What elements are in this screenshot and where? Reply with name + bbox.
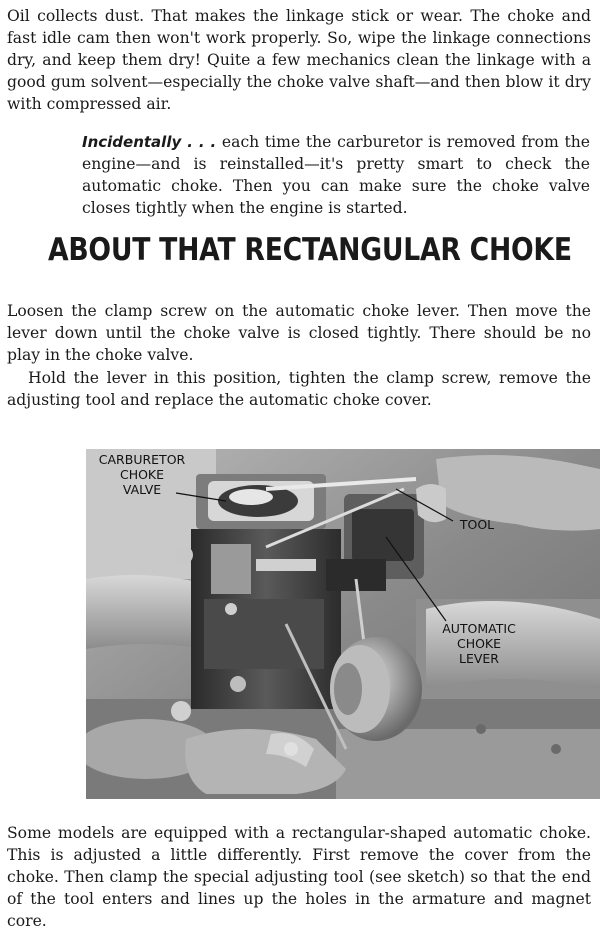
carburetor-label-line-3: VALVE <box>122 482 162 497</box>
tool-label: TOOL <box>459 517 495 532</box>
automatic-choke-lever-label <box>428 621 530 666</box>
intro-paragraph: Oil collects dust. That makes the linkage stick or wear. The choke and fast idle cam then won't work properly. So, wipe the linkage connections dry, and keep them dry! Quite a few mechanics clean the linkage with a good gum solvent—especially the choke valve shaft—and then blow it dry with compressed air. <box>7 7 591 113</box>
incidentally-note <box>82 131 590 219</box>
note-lead: Incidentally . . . <box>82 133 217 151</box>
carburetor-label-line-1: CARBURETOR <box>98 452 186 467</box>
carburetor-choke-valve-label <box>84 452 200 497</box>
hold-lever-paragraph: Hold the lever in this position, tighten the clamp screw, remove the adjusting tool and replace the automatic choke cover. <box>7 369 591 409</box>
note-text: each time the carburetor is removed from the engine—and is reinstalled—it's pretty smart to check the automatic choke. Then you can make sure the choke valve closes tightly when the engine is started. <box>82 133 590 217</box>
loosen-clamp-paragraph: Loosen the clamp screw on the automatic choke lever. Then move the lever down until the choke valve is closed tightly. There should be no play in the choke valve. <box>7 302 591 364</box>
lever-label-line-2: CHOKE <box>456 636 502 651</box>
carburetor-label-line-2: CHOKE <box>119 467 165 482</box>
lever-label-line-1: AUTOMATIC <box>442 621 516 636</box>
lever-label-line-3: LEVER <box>459 651 499 666</box>
rectangular-choke-paragraph: Some models are equipped with a rectangular-shaped automatic choke. This is adjusted a little differently. First remove the cover from the choke. Then clamp the special adjusting tool (see sketch) so that the end of the tool enters and lines up the holes in the armature and magnet core. <box>7 824 591 930</box>
section-heading: ABOUT THAT RECTANGULAR CHOKE <box>48 232 572 268</box>
